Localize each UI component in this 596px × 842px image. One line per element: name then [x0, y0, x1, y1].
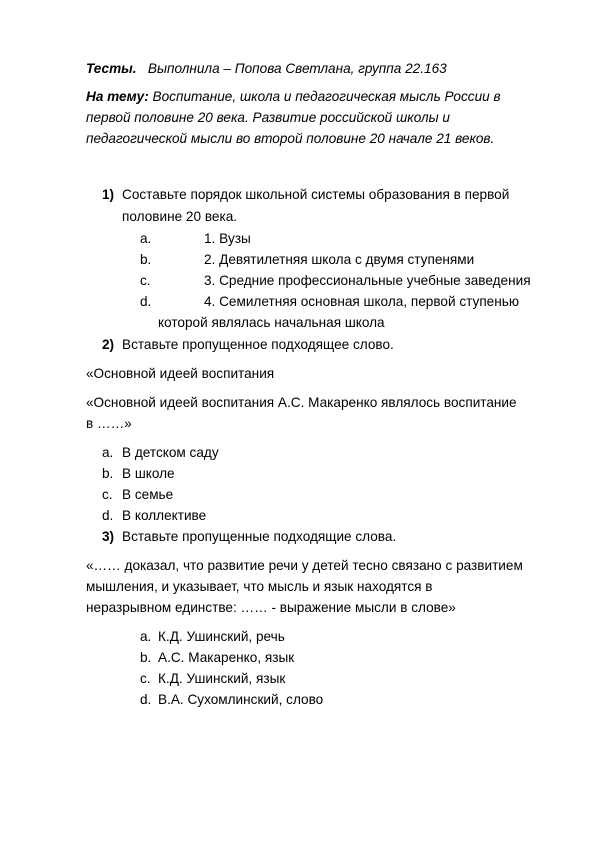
q1-item-letter: a. — [140, 231, 152, 246]
q1-item-text: 2. Девятилетняя школа с двумя ступенями — [204, 252, 475, 267]
q2-option-letter: b. — [102, 466, 114, 481]
q3-option-text: К.Д. Ушинский, речь — [158, 629, 285, 644]
q2-option-text: В школе — [122, 466, 175, 481]
q3-option-text: К.Д. Ушинский, язык — [158, 671, 286, 686]
tests-label: Тесты. — [86, 61, 137, 76]
q1-item-text: 4. Семилетняя основная школа, первой ступенью — [204, 294, 520, 309]
topic-line-1 — [86, 90, 501, 104]
author-text: Выполнила – Попова Светлана, группа 22.163 — [147, 61, 447, 76]
q3-option-letter: a. — [140, 629, 152, 644]
q2-option-letter: d. — [102, 508, 114, 523]
q1-item-letter: b. — [140, 252, 152, 267]
q3-option-text: А.С. Макаренко, язык — [158, 650, 295, 665]
q2-option-text: В коллективе — [122, 508, 207, 523]
q1-item-text: 1. Вузы — [204, 231, 251, 246]
q2-quote-line-1: «Основной идеей воспитания А.С. Макаренко являлось воспитание — [86, 395, 517, 410]
q1-title-2: половине 20 века. — [122, 209, 238, 224]
q1-item-continuation: которой являлась начальная школа — [158, 315, 385, 330]
q3-option-letter: d. — [140, 692, 152, 707]
q1-title-1: Составьте порядок школьной системы образования в первой — [122, 187, 510, 202]
topic-text-1: Воспитание, школа и педагогическая мысль России в — [152, 89, 501, 104]
q3-option-letter: b. — [140, 650, 152, 665]
q3-option-letter: c. — [140, 671, 151, 686]
q2-option-letter: c. — [102, 487, 113, 502]
q3-quote-line-3: неразрывном единстве: …… - выражение мысли в слове» — [86, 600, 456, 615]
q1-number: 1) — [102, 187, 115, 202]
q1-item-text: 3. Средние профессиональные учебные заведения — [204, 273, 531, 288]
q2-number: 2) — [102, 337, 115, 352]
q1-item-letter: c. — [140, 273, 151, 288]
q2-quote-line-2: в ……» — [86, 416, 132, 431]
q2-option-letter: a. — [102, 445, 114, 460]
header-line — [86, 62, 447, 76]
topic-label: На тему: — [86, 89, 149, 104]
q2-quote-short: «Основной идеей воспитания — [86, 366, 275, 381]
q3-quote-line-2: мышления, и указывает, что мысль и язык находятся в — [86, 579, 433, 594]
q3-number: 3) — [102, 529, 115, 544]
q3-option-text: В.А. Сухомлинский, слово — [158, 692, 324, 707]
q2-option-text: В семье — [122, 487, 174, 502]
q2-option-text: В детском саду — [122, 445, 219, 460]
q3-quote-line-1: «…… доказал, что развитие речи у детей тесно связано с развитием — [86, 558, 523, 573]
q2-title: Вставьте пропущенное подходящее слово. — [122, 337, 394, 352]
topic-text-3: педагогической мысли во второй половине 20 начале 21 веков. — [86, 131, 495, 146]
topic-text-2: первой половине 20 века. Развитие российской школы и — [86, 110, 450, 125]
q1-item-letter: d. — [140, 294, 152, 309]
q3-title: Вставьте пропущенные подходящие слова. — [122, 529, 397, 544]
